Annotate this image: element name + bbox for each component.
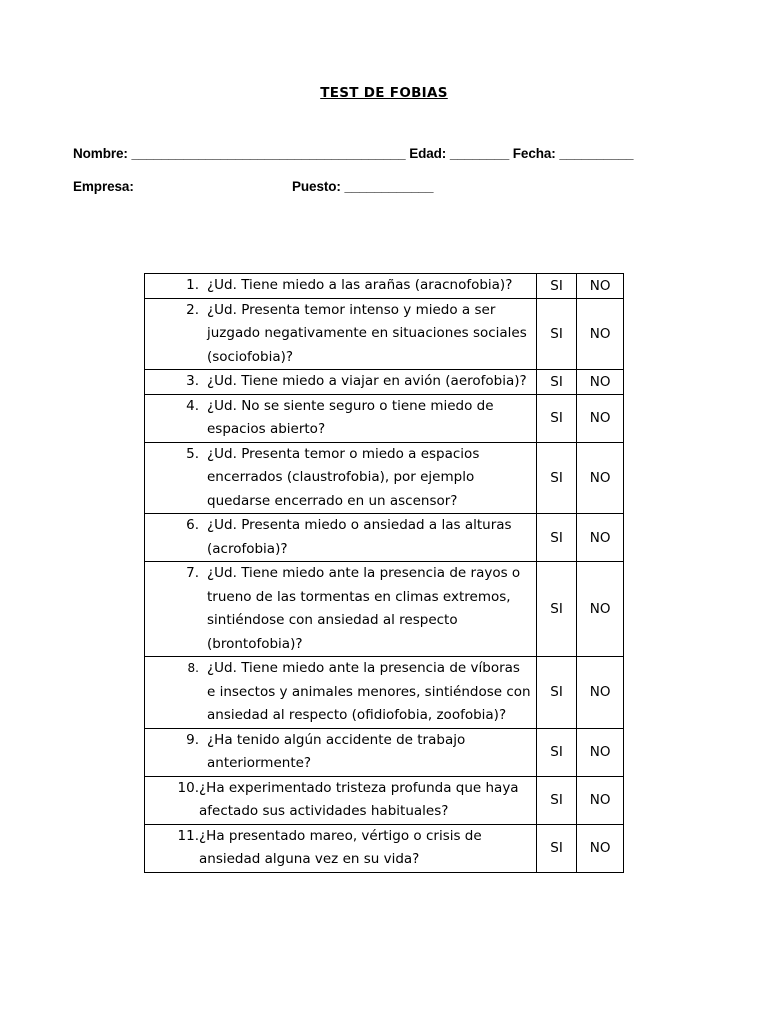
si-option[interactable]: SI	[536, 370, 577, 395]
no-option[interactable]: NO	[577, 298, 624, 370]
table-row	[145, 370, 624, 395]
table-row	[145, 514, 624, 562]
phobia-questions-table	[144, 273, 624, 873]
question-number: 3.	[186, 373, 199, 389]
si-option[interactable]: SI	[536, 728, 577, 776]
empresa-puesto-line	[73, 179, 453, 194]
question-cell	[145, 370, 537, 395]
question-cell	[145, 298, 537, 370]
question-cell	[145, 442, 537, 514]
no-option[interactable]: NO	[577, 394, 624, 442]
si-option[interactable]: SI	[536, 442, 577, 514]
question-text: ¿Ud. Presenta miedo o ansiedad a las alturas (acrofobia)?	[207, 517, 512, 557]
si-option[interactable]: SI	[536, 824, 577, 872]
si-option[interactable]: SI	[536, 514, 577, 562]
table-row	[145, 824, 624, 872]
nombre-edad-fecha-line[interactable]: Nombre: _____________________________________ Edad: ________ Fecha: __________	[73, 146, 634, 161]
question-text: ¿Ha experimentado tristeza profunda que haya afectado sus actividades habituales?	[199, 779, 519, 819]
si-option[interactable]: SI	[536, 562, 577, 657]
table-row	[145, 274, 624, 299]
question-text: ¿Ud. Presenta temor o miedo a espacios encerrados (claustrofobia), por ejemplo quedarse encerrado en un ascensor?	[207, 445, 480, 509]
si-option[interactable]: SI	[536, 298, 577, 370]
si-option[interactable]: SI	[536, 274, 577, 299]
question-text: ¿Ha presentado mareo, vértigo o crisis de ansiedad alguna vez en su vida?	[199, 827, 482, 867]
table-row	[145, 442, 624, 514]
no-option[interactable]: NO	[577, 514, 624, 562]
question-number: 11.	[177, 827, 199, 844]
table-row	[145, 657, 624, 729]
question-number: 9.	[186, 731, 199, 748]
no-option[interactable]: NO	[577, 370, 624, 395]
si-option[interactable]: SI	[536, 657, 577, 729]
puesto-field[interactable]: Puesto: ____________	[292, 179, 434, 194]
question-cell	[145, 824, 537, 872]
no-option[interactable]: NO	[577, 442, 624, 514]
question-number: 7.	[186, 565, 199, 581]
question-number: 10.	[177, 779, 199, 796]
no-option[interactable]: NO	[577, 824, 624, 872]
question-cell	[145, 562, 537, 657]
document-title: TEST DE FOBIAS	[320, 85, 448, 101]
question-number: 8.	[187, 661, 199, 675]
question-number: 4.	[186, 397, 199, 414]
si-option[interactable]: SI	[536, 776, 577, 824]
empresa-label: Empresa:	[73, 179, 134, 194]
question-cell	[145, 394, 537, 442]
question-text: ¿Ud. No se siente seguro o tiene miedo de espacios abierto?	[207, 397, 494, 437]
question-text: ¿Ud. Tiene miedo a viajar en avión (aerofobia)?	[207, 373, 527, 389]
question-number: 5.	[186, 445, 199, 462]
table-row	[145, 776, 624, 824]
question-number: 1.	[186, 277, 199, 293]
no-option[interactable]: NO	[577, 562, 624, 657]
question-number: 6.	[186, 517, 199, 533]
table-row	[145, 394, 624, 442]
question-text: ¿Ud. Tiene miedo ante la presencia de víboras e insectos y animales menores, sintiéndose con ansiedad al respecto (ofidiofobia, zoofobia)?	[207, 660, 531, 723]
question-cell	[145, 274, 537, 299]
question-text: ¿Ha tenido algún accidente de trabajo anteriormente?	[207, 731, 466, 771]
no-option[interactable]: NO	[577, 776, 624, 824]
table-row	[145, 562, 624, 657]
table-row	[145, 728, 624, 776]
question-cell	[145, 657, 537, 729]
question-number: 2.	[186, 301, 199, 318]
question-text: ¿Ud. Presenta temor intenso y miedo a ser juzgado negativamente en situaciones sociales (sociofobia)?	[207, 301, 527, 365]
question-cell	[145, 728, 537, 776]
no-option[interactable]: NO	[577, 274, 624, 299]
table-row	[145, 298, 624, 370]
si-option[interactable]: SI	[536, 394, 577, 442]
no-option[interactable]: NO	[577, 657, 624, 729]
question-text: ¿Ud. Tiene miedo a las arañas (aracnofobia)?	[207, 277, 513, 293]
no-option[interactable]: NO	[577, 728, 624, 776]
question-cell	[145, 514, 537, 562]
question-text: ¿Ud. Tiene miedo ante la presencia de rayos o trueno de las tormentas en climas extremos, sintiéndose con ansiedad al respecto (brontofobia)?	[207, 565, 521, 652]
question-cell	[145, 776, 537, 824]
